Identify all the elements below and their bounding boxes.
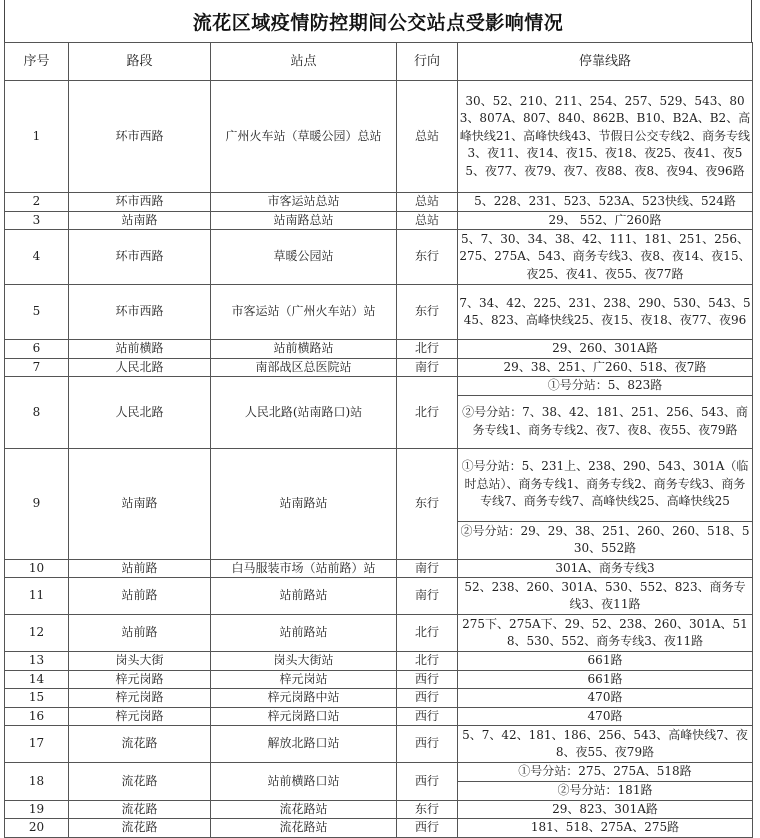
cell-lines: 470路 <box>458 689 753 708</box>
cell-road: 人民北路 <box>69 358 211 377</box>
cell-lines: 275下、275A下、29、52、238、260、301A、518、530、552、商务专线3、夜11路 <box>458 615 753 652</box>
cell-road: 流花路 <box>69 726 211 763</box>
cell-road: 梓元岗路 <box>69 670 211 689</box>
bus-stop-impact-sheet <box>4 0 752 838</box>
cell-road: 环市西路 <box>69 193 211 212</box>
cell-direction: 北行 <box>397 340 458 359</box>
cell-direction: 东行 <box>397 230 458 285</box>
stop-impact-table <box>4 42 753 838</box>
cell-stop: 市客运站（广州火车站）站 <box>211 285 397 340</box>
cell-road: 流花路 <box>69 819 211 838</box>
cell-no: 13 <box>5 652 69 671</box>
table-row <box>5 81 753 193</box>
table-row <box>5 652 753 671</box>
cell-lines-substop-1: ①号分站：275、275A、518路 <box>458 763 753 782</box>
cell-no: 12 <box>5 615 69 652</box>
cell-road: 站南路 <box>69 448 211 559</box>
cell-direction: 西行 <box>397 763 458 801</box>
cell-stop: 南部战区总医院站 <box>211 358 397 377</box>
cell-lines: 30、52、210、211、254、257、529、543、803、807A、807、840、862B、B10、B2A、B2、高峰快线21、高峰快线43、节假日公交专线2、商务专线3、夜11、夜14、夜15、夜18、夜25、夜41、夜55、夜77、夜79、夜7、夜88、夜8、夜94、夜96路 <box>458 81 753 193</box>
cell-road: 站前路 <box>69 615 211 652</box>
cell-lines-substop-2: ②号分站：7、38、42、181、251、256、543、商务专线1、商务专线2、夜7、夜8、夜55、夜79路 <box>458 395 753 448</box>
cell-road: 站前路 <box>69 559 211 578</box>
cell-lines: 301A、商务专线3 <box>458 559 753 578</box>
cell-direction: 西行 <box>397 726 458 763</box>
cell-stop: 梓元岗路口站 <box>211 707 397 726</box>
cell-lines: 29、38、251、广260、518、夜7路 <box>458 358 753 377</box>
cell-road: 环市西路 <box>69 81 211 193</box>
cell-lines: 5、7、42、181、186、256、543、高峰快线7、夜8、夜55、夜79路 <box>458 726 753 763</box>
table-row <box>5 285 753 340</box>
cell-lines: 7、34、42、225、231、238、290、530、543、545、823、高峰快线25、夜15、夜18、夜77、夜96 <box>458 285 753 340</box>
table-row <box>5 559 753 578</box>
cell-no: 9 <box>5 448 69 559</box>
cell-direction: 南行 <box>397 358 458 377</box>
cell-stop: 站南路站 <box>211 448 397 559</box>
cell-direction: 南行 <box>397 578 458 615</box>
cell-direction: 总站 <box>397 193 458 212</box>
cell-stop: 人民北路(站南路口)站 <box>211 377 397 449</box>
cell-no: 16 <box>5 707 69 726</box>
page-title: 流花区域疫情防控期间公交站点受影响情况 <box>4 0 752 42</box>
cell-lines: 29、823、301A路 <box>458 800 753 819</box>
table-row <box>5 819 753 838</box>
cell-lines: 29、260、301A路 <box>458 340 753 359</box>
table-row <box>5 340 753 359</box>
cell-lines: 5、7、30、34、38、42、111、181、251、256、275、275A、543、商务专线3、夜8、夜14、夜15、夜25、夜41、夜55、夜77路 <box>458 230 753 285</box>
cell-no: 7 <box>5 358 69 377</box>
table-row <box>5 689 753 708</box>
cell-lines-substop-1: ①号分站：5、823路 <box>458 377 753 396</box>
cell-direction: 北行 <box>397 652 458 671</box>
cell-direction: 总站 <box>397 81 458 193</box>
cell-direction: 东行 <box>397 285 458 340</box>
cell-direction: 总站 <box>397 211 458 230</box>
cell-no: 1 <box>5 81 69 193</box>
table-row <box>5 707 753 726</box>
cell-stop: 白马服装市场（站前路）站 <box>211 559 397 578</box>
cell-stop: 站南路总站 <box>211 211 397 230</box>
table-row <box>5 615 753 652</box>
cell-stop: 草暖公园站 <box>211 230 397 285</box>
cell-no: 10 <box>5 559 69 578</box>
table-row <box>5 193 753 212</box>
cell-stop: 站前横路口站 <box>211 763 397 801</box>
cell-no: 20 <box>5 819 69 838</box>
cell-lines: 52、238、260、301A、530、552、823、商务专线3、夜11路 <box>458 578 753 615</box>
table-row <box>5 377 753 396</box>
cell-lines-substop-2: ②号分站：29、29、38、251、260、260、518、530、552路 <box>458 521 753 559</box>
cell-stop: 站前横路站 <box>211 340 397 359</box>
cell-direction: 西行 <box>397 670 458 689</box>
cell-stop: 解放北路口站 <box>211 726 397 763</box>
col-header-lines: 停靠线路 <box>458 43 753 81</box>
cell-no: 5 <box>5 285 69 340</box>
cell-direction: 西行 <box>397 707 458 726</box>
cell-road: 站前横路 <box>69 340 211 359</box>
cell-no: 15 <box>5 689 69 708</box>
col-header-stop: 站点 <box>211 43 397 81</box>
table-row <box>5 726 753 763</box>
cell-direction: 北行 <box>397 615 458 652</box>
table-row <box>5 358 753 377</box>
cell-stop: 市客运站总站 <box>211 193 397 212</box>
cell-no: 18 <box>5 763 69 801</box>
cell-road: 环市西路 <box>69 285 211 340</box>
table-row <box>5 763 753 782</box>
cell-road: 岗头大街 <box>69 652 211 671</box>
cell-stop: 岗头大街站 <box>211 652 397 671</box>
cell-no: 2 <box>5 193 69 212</box>
cell-road: 梓元岗路 <box>69 689 211 708</box>
table-row <box>5 578 753 615</box>
cell-direction: 北行 <box>397 377 458 449</box>
col-header-road: 路段 <box>69 43 211 81</box>
cell-road: 梓元岗路 <box>69 707 211 726</box>
cell-road: 人民北路 <box>69 377 211 449</box>
table-row <box>5 670 753 689</box>
cell-lines: 181、518、275A、275路 <box>458 819 753 838</box>
cell-road: 环市西路 <box>69 230 211 285</box>
cell-stop: 站前路站 <box>211 578 397 615</box>
cell-direction: 东行 <box>397 448 458 559</box>
table-row <box>5 800 753 819</box>
cell-stop: 流花路站 <box>211 800 397 819</box>
cell-no: 19 <box>5 800 69 819</box>
cell-road: 流花路 <box>69 763 211 801</box>
cell-lines: 661路 <box>458 652 753 671</box>
cell-stop: 广州火车站（草暖公园）总站 <box>211 81 397 193</box>
cell-direction: 西行 <box>397 819 458 838</box>
cell-stop: 梓元岗路中站 <box>211 689 397 708</box>
table-row <box>5 211 753 230</box>
cell-stop: 流花路站 <box>211 819 397 838</box>
col-header-direction: 行向 <box>397 43 458 81</box>
cell-stop: 梓元岗站 <box>211 670 397 689</box>
cell-direction: 东行 <box>397 800 458 819</box>
cell-stop: 站前路站 <box>211 615 397 652</box>
cell-road: 站前路 <box>69 578 211 615</box>
cell-no: 3 <box>5 211 69 230</box>
cell-road: 站南路 <box>69 211 211 230</box>
cell-no: 17 <box>5 726 69 763</box>
cell-no: 14 <box>5 670 69 689</box>
cell-direction: 南行 <box>397 559 458 578</box>
col-header-no: 序号 <box>5 43 69 81</box>
cell-lines: 5、228、231、523、523A、523快线、524路 <box>458 193 753 212</box>
cell-no: 8 <box>5 377 69 449</box>
cell-lines-substop-1: ①号分站：5、231上、238、290、543、301A（临时总站）、商务专线1、商务专线2、商务专线3、商务专线7、商务专线7、高峰快线25、高峰快线25 <box>458 448 753 521</box>
table-row <box>5 448 753 521</box>
cell-no: 4 <box>5 230 69 285</box>
cell-lines: 470路 <box>458 707 753 726</box>
cell-no: 6 <box>5 340 69 359</box>
cell-lines: 661路 <box>458 670 753 689</box>
cell-no: 11 <box>5 578 69 615</box>
cell-lines: 29、 552、广260路 <box>458 211 753 230</box>
cell-road: 流花路 <box>69 800 211 819</box>
cell-lines-substop-2: ②号分站：181路 <box>458 781 753 800</box>
table-row <box>5 230 753 285</box>
table-header-row <box>5 43 753 81</box>
cell-direction: 西行 <box>397 689 458 708</box>
